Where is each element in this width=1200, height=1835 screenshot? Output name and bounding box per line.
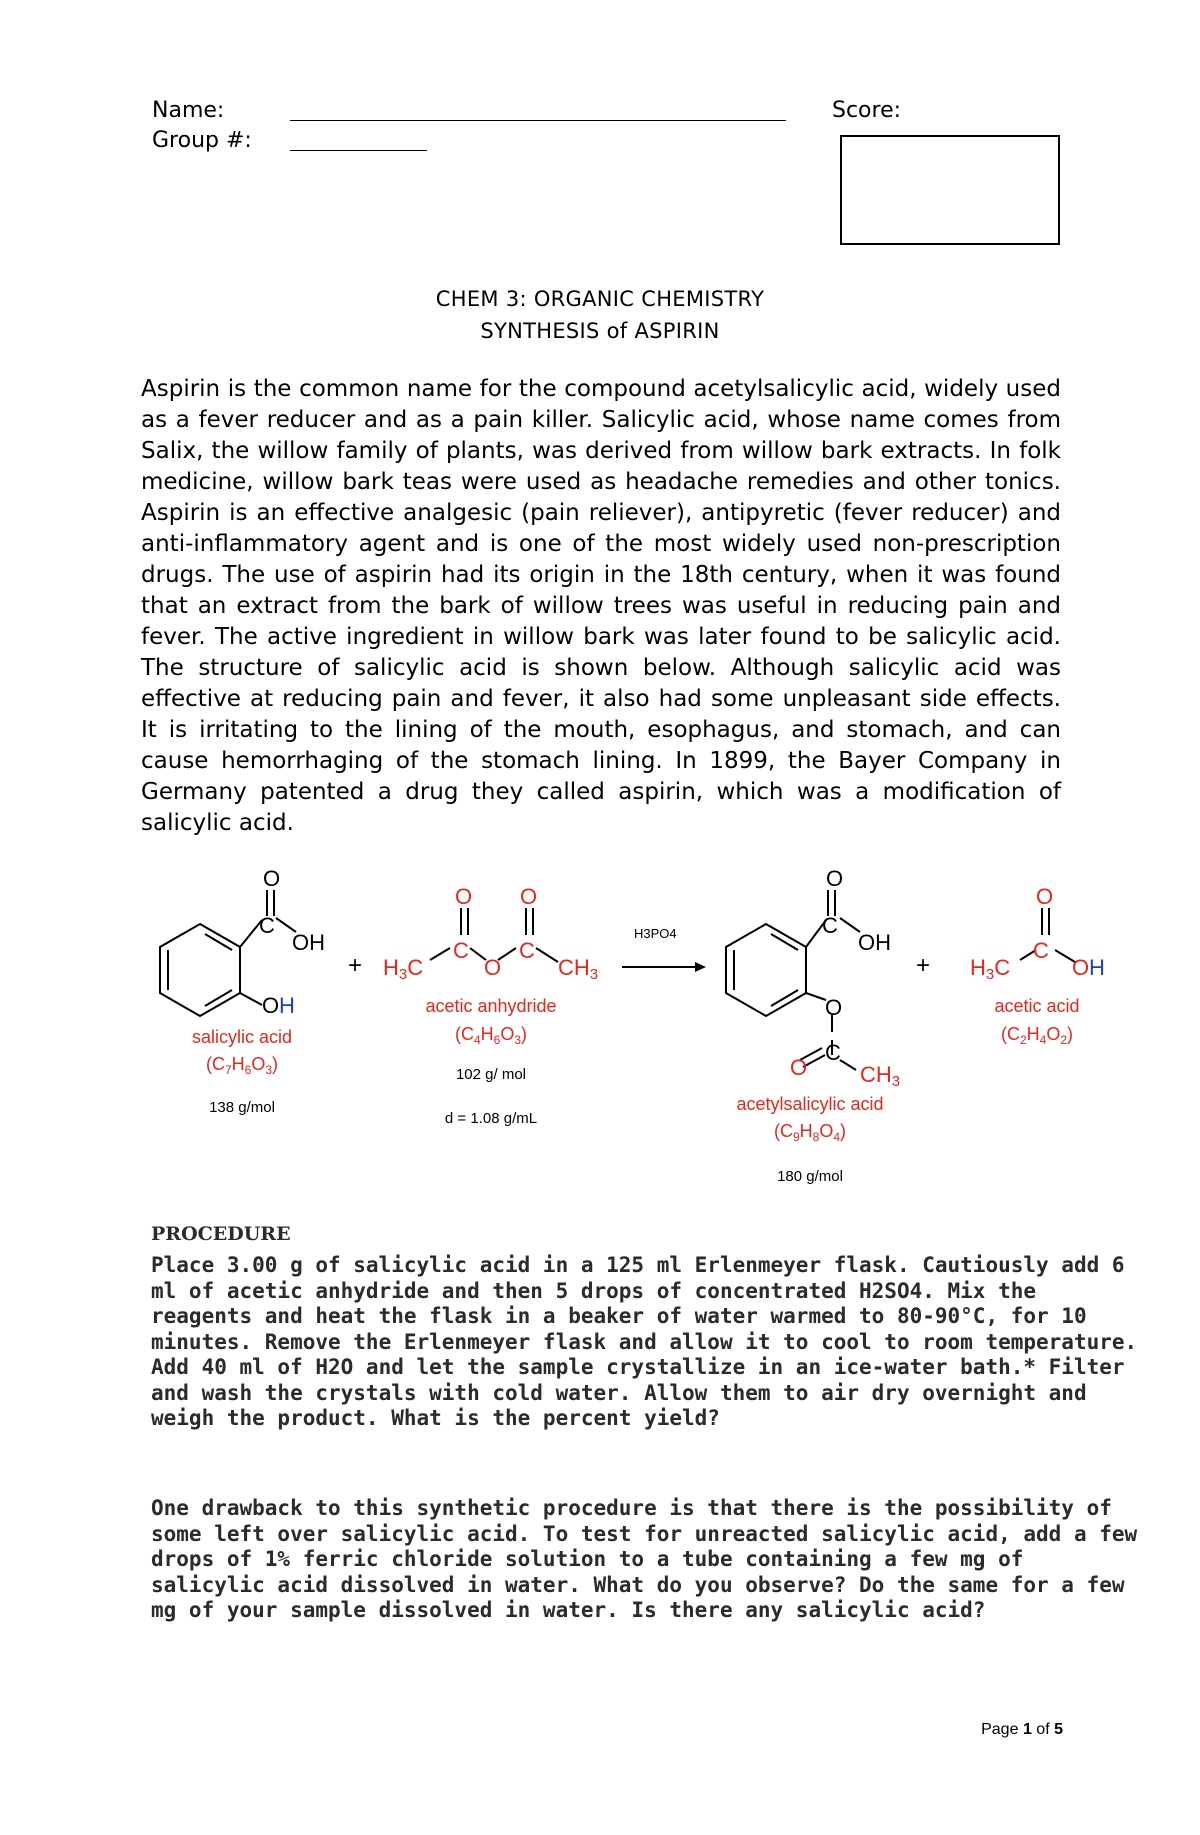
acetic-formula: $(C_2H_4O_2)$ xyxy=(1000,1024,1074,1047)
svg-text:C: C xyxy=(822,913,838,938)
svg-text:O: O xyxy=(1036,884,1054,909)
of-label: of xyxy=(1036,1721,1050,1738)
svg-text:C: C xyxy=(519,938,535,963)
lab-title: SYNTHESIS of ASPIRIN xyxy=(480,319,720,343)
anhydride-density: d = 1.08 g/mL xyxy=(444,1110,538,1127)
catalyst-label: H3PO4 xyxy=(634,926,677,941)
svg-text:CH3: CH3 xyxy=(558,955,599,983)
svg-text:O: O xyxy=(263,866,281,891)
procedure-paragraph-2: One drawback to this synthetic procedure is that there is the possibility of some left over salicylic acid. To test for unreacted salicylic acid, add a few drops of 1% ferric chloride solution to a tube containing a few mg of salicylic acid dissolved in water. What do you observe? Do the same for a few mg of your sample dissolved in water. Is there any salicylic acid? xyxy=(151,1496,1138,1622)
procedure-paragraph-1: Place 3.00 g of salicylic acid in a 125 ml Erlenmeyer flask. Cautiously add 6 ml of acetic anhydride and then 5 drops of concentrated H2SO4. Mix the reagents and heat the flask in a beaker of water warmed to 80-90°C, for 10 minutes. Remove the Erlenmeyer flask and allow it to cool to room temperature. Add 40 ml of H2O and let the sample crystallize in an ice-water bath.* Filter and wash the crystals with cold water. Allow them to air dry overnight and weigh the product. What is the percent yield? xyxy=(151,1253,1138,1430)
acetic-name: acetic acid xyxy=(994,996,1080,1016)
name-label: Name: xyxy=(152,98,225,123)
score-label: Score: xyxy=(832,98,902,123)
group-field[interactable] xyxy=(290,150,427,151)
svg-text:O: O xyxy=(455,884,473,909)
course-title: CHEM 3: ORGANIC CHEMISTRY xyxy=(435,287,765,311)
svg-text:O: O xyxy=(825,995,843,1020)
anhydride-name: acetic anhydride xyxy=(425,996,557,1016)
procedure-heading: PROCEDURE xyxy=(151,1223,291,1245)
page-total: 5 xyxy=(1054,1721,1063,1738)
salicylic-mass: 138 g/mol xyxy=(209,1099,275,1116)
salicylic-name: salicylic acid xyxy=(191,1027,293,1047)
aspirin-name: acetylsalicylic acid xyxy=(736,1094,884,1114)
svg-text:+: + xyxy=(916,952,931,979)
page-number xyxy=(981,1721,1063,1739)
aspirin-formula: $(C_9H_8O_4)$ xyxy=(773,1121,847,1144)
svg-text:CH3: CH3 xyxy=(860,1062,901,1090)
salicylic-formula: $(C_7H_6O_3)$ xyxy=(205,1054,279,1077)
reaction-scheme xyxy=(0,860,1200,1200)
svg-text:H3C: H3C xyxy=(383,955,424,983)
svg-text:H3C: H3C xyxy=(970,955,1011,983)
svg-text:H: H xyxy=(1089,955,1105,980)
svg-text:O: O xyxy=(484,955,502,980)
svg-text:C: C xyxy=(825,1040,841,1065)
svg-text:C: C xyxy=(453,938,469,963)
svg-text:O: O xyxy=(826,866,844,891)
svg-text:OH: OH xyxy=(292,930,325,955)
page-current: 1 xyxy=(1022,1721,1032,1738)
intro-paragraph: Aspirin is the common name for the compound acetylsalicylic acid, widely used as a fever reducer and as a pain killer. Salicylic acid, whose name comes from Salix, the willow family of plants, was derived from willow bark extracts. In folk medicine, willow bark teas were used as headache remedies and other tonics. Aspirin is an effective analgesic (pain reliever), antipyretic (fever reducer) and anti-inflammatory agent and is one of the most widely used non-prescription drugs. The use of aspirin had its origin in the 18th century, when it was found that an extract from the bark of willow trees was useful in reducing pain and fever. The active ingredient in willow bark was later found to be salicylic acid. The structure of salicylic acid is shown below. Although salicylic acid was effective at reducing pain and fever, it also had some unpleasant side effects. It is irritating to the lining of the mouth, esophagus, and stomach, and can cause hemorrhaging of the stomach lining. In 1899, the Bayer Company in Germany patented a drug they called aspirin, which was a modification of salicylic acid. xyxy=(141,376,1061,836)
svg-text:C: C xyxy=(259,913,275,938)
score-box[interactable] xyxy=(840,135,1060,245)
svg-text:O: O xyxy=(262,993,280,1018)
svg-text:C: C xyxy=(1033,938,1049,963)
svg-text:O: O xyxy=(790,1055,808,1080)
svg-text:O: O xyxy=(520,884,538,909)
aspirin-mass: 180 g/mol xyxy=(777,1168,843,1185)
anhydride-mass: 102 g/ mol xyxy=(455,1066,527,1083)
group-label: Group #: xyxy=(152,128,252,153)
page-label: Page xyxy=(981,1721,1019,1738)
svg-text:OH: OH xyxy=(858,930,891,955)
svg-text:+: + xyxy=(348,952,363,979)
svg-text:O: O xyxy=(1072,955,1090,980)
name-field[interactable] xyxy=(290,120,786,121)
anhydride-formula: $(C_4H_6O_3)$ xyxy=(454,1024,528,1047)
svg-text:H: H xyxy=(279,993,295,1018)
